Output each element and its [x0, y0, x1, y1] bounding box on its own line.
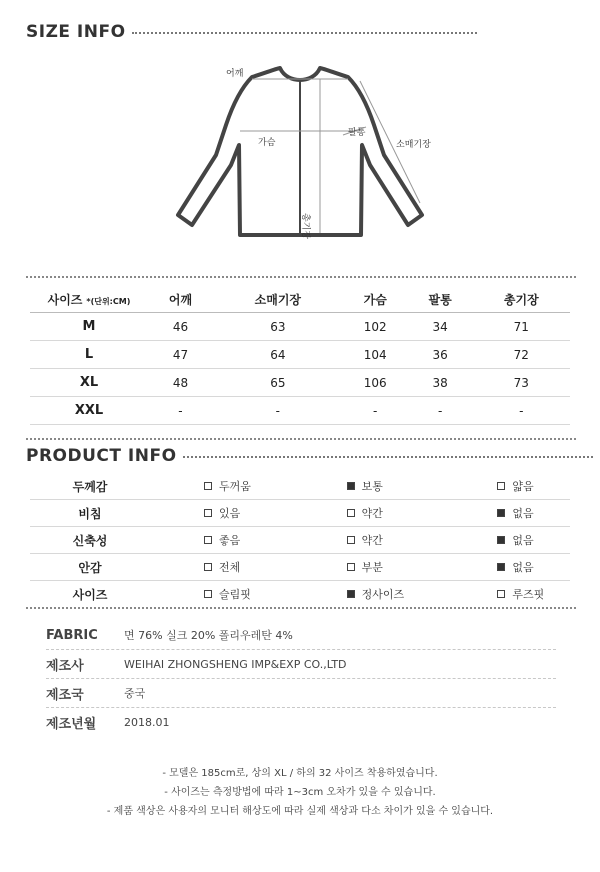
table-cell: 104: [343, 341, 408, 369]
table-cell: 106: [343, 369, 408, 397]
option-label: 슬림핏: [219, 588, 251, 601]
option-label: 약간: [361, 507, 383, 520]
table-cell: -: [213, 397, 343, 425]
table-cell: 65: [213, 369, 343, 397]
option: [277, 586, 420, 602]
product-info-title: [26, 446, 593, 466]
size-label: XXL: [30, 397, 148, 425]
table-cell: 46: [148, 313, 213, 341]
size-info-title: [26, 22, 477, 42]
table-cell: 72: [473, 341, 570, 369]
table-row: [30, 369, 570, 397]
section-divider: [26, 607, 576, 609]
detail-row: [46, 708, 556, 736]
detail-value: 중국: [124, 687, 146, 700]
checkbox-checked-icon: [497, 563, 505, 571]
product-info-heading: PRODUCT INFO: [26, 446, 177, 466]
size-table-header-row: [30, 286, 570, 313]
section-divider: [26, 276, 576, 278]
row-label: 비침: [78, 506, 102, 521]
column-header-sleeve-length: 소매기장: [213, 286, 343, 313]
column-header-total-length: 총기장: [473, 286, 570, 313]
option-label: 전체: [219, 561, 241, 574]
option-label: 없음: [512, 507, 534, 520]
size-header-label: 사이즈: [47, 292, 83, 307]
detail-label: 제조년월: [46, 716, 97, 732]
product-info-row: [30, 554, 570, 581]
table-cell: 34: [408, 313, 473, 341]
option: [150, 532, 277, 548]
option-label: 두꺼움: [219, 480, 251, 493]
table-cell: -: [408, 397, 473, 425]
option: [150, 586, 277, 602]
checkbox-icon: [204, 590, 212, 598]
checkbox-icon: [347, 509, 355, 517]
product-details: [46, 621, 556, 736]
table-cell: 63: [213, 313, 343, 341]
checkbox-icon: [347, 536, 355, 544]
checkbox-checked-icon: [497, 509, 505, 517]
product-info-row: [30, 500, 570, 527]
row-label: 사이즈: [72, 587, 108, 602]
row-label: 신축성: [72, 533, 108, 548]
option-label: 있음: [219, 507, 241, 520]
row-label: 두께감: [72, 479, 108, 494]
table-cell: 64: [213, 341, 343, 369]
size-column-header: [30, 286, 148, 313]
note-line: - 사이즈는 측정방법에 따라 1~3cm 오차가 있을 수 있습니다.: [164, 787, 436, 798]
option: [150, 559, 277, 575]
table-cell: 73: [473, 369, 570, 397]
detail-value: 2018.01: [124, 715, 170, 729]
product-info-table: [30, 473, 570, 607]
table-row: [30, 313, 570, 341]
option: [419, 586, 570, 602]
title-dotted-rule: [132, 32, 477, 34]
option: [419, 532, 570, 548]
table-row: [30, 397, 570, 425]
checkbox-checked-icon: [347, 482, 355, 490]
unit-note: *(단위:CM): [86, 296, 131, 306]
detail-label: FABRIC: [46, 627, 98, 643]
option-label: 루즈핏: [512, 588, 545, 601]
detail-row: [46, 621, 556, 650]
arm-width-label: 팔통: [348, 128, 366, 138]
checkbox-checked-icon: [347, 590, 355, 598]
column-header-arm-width: 팔통: [408, 286, 473, 313]
checkbox-checked-icon: [497, 536, 505, 544]
chest-label: 가슴: [258, 138, 276, 148]
option-label: 보통: [361, 480, 383, 493]
table-cell: -: [148, 397, 213, 425]
option: [419, 559, 570, 575]
product-info-row: [30, 581, 570, 607]
total-length-label: 총기장: [300, 213, 310, 240]
table-cell: 47: [148, 341, 213, 369]
size-info-heading: SIZE INFO: [26, 22, 126, 42]
shoulder-label: 어깨: [226, 69, 244, 79]
table-cell: -: [473, 397, 570, 425]
option-label: 없음: [512, 561, 534, 574]
checkbox-icon: [347, 563, 355, 571]
size-label: L: [30, 341, 148, 369]
option-label: 부분: [361, 561, 383, 574]
checkbox-icon: [204, 536, 212, 544]
product-info-row: [30, 527, 570, 554]
row-label: 안감: [78, 560, 102, 575]
table-cell: 48: [148, 369, 213, 397]
option: [150, 505, 277, 521]
option-label: 정사이즈: [361, 588, 405, 601]
section-divider: [26, 438, 576, 440]
detail-label: 제조국: [46, 687, 84, 703]
checkbox-icon: [204, 563, 212, 571]
table-cell: -: [343, 397, 408, 425]
column-header-shoulder: 어깨: [148, 286, 213, 313]
title-dotted-rule: [183, 456, 593, 458]
table-cell: 71: [473, 313, 570, 341]
checkbox-icon: [497, 482, 505, 490]
option: [419, 478, 570, 494]
table-cell: 38: [408, 369, 473, 397]
option: [277, 532, 420, 548]
option-label: 얇음: [512, 480, 534, 493]
notes: [0, 764, 600, 821]
detail-row: [46, 679, 556, 708]
option: [277, 478, 420, 494]
table-row: [30, 341, 570, 369]
size-label: XL: [30, 369, 148, 397]
table-cell: 36: [408, 341, 473, 369]
option: [150, 478, 277, 494]
option: [419, 505, 570, 521]
checkbox-icon: [204, 509, 212, 517]
checkbox-icon: [204, 482, 212, 490]
detail-value: 면 76% 실크 20% 폴리우레탄 4%: [124, 629, 293, 642]
option-label: 좋음: [219, 534, 241, 547]
garment-diagram: [160, 55, 450, 255]
note-line: - 제품 색상은 사용자의 모니터 해상도에 따라 실제 색상과 다소 차이가 있을 수 있습니다.: [106, 806, 494, 817]
option: [277, 559, 420, 575]
detail-label: 제조사: [46, 658, 84, 674]
table-cell: 102: [343, 313, 408, 341]
sleeve-length-label: 소매기장: [396, 140, 431, 150]
option-label: 약간: [361, 534, 383, 547]
product-info-row: [30, 473, 570, 500]
detail-row: [46, 650, 556, 679]
option: [277, 505, 420, 521]
note-line: - 모델은 185cm로, 상의 XL / 하의 32 사이즈 착용하였습니다.: [162, 768, 438, 779]
option-label: 없음: [512, 534, 534, 547]
size-table: [30, 286, 570, 425]
detail-value: WEIHAI ZHONGSHENG IMP&EXP CO.,LTD: [124, 657, 347, 671]
checkbox-icon: [497, 590, 505, 598]
size-label: M: [30, 313, 148, 341]
column-header-chest: 가슴: [343, 286, 408, 313]
